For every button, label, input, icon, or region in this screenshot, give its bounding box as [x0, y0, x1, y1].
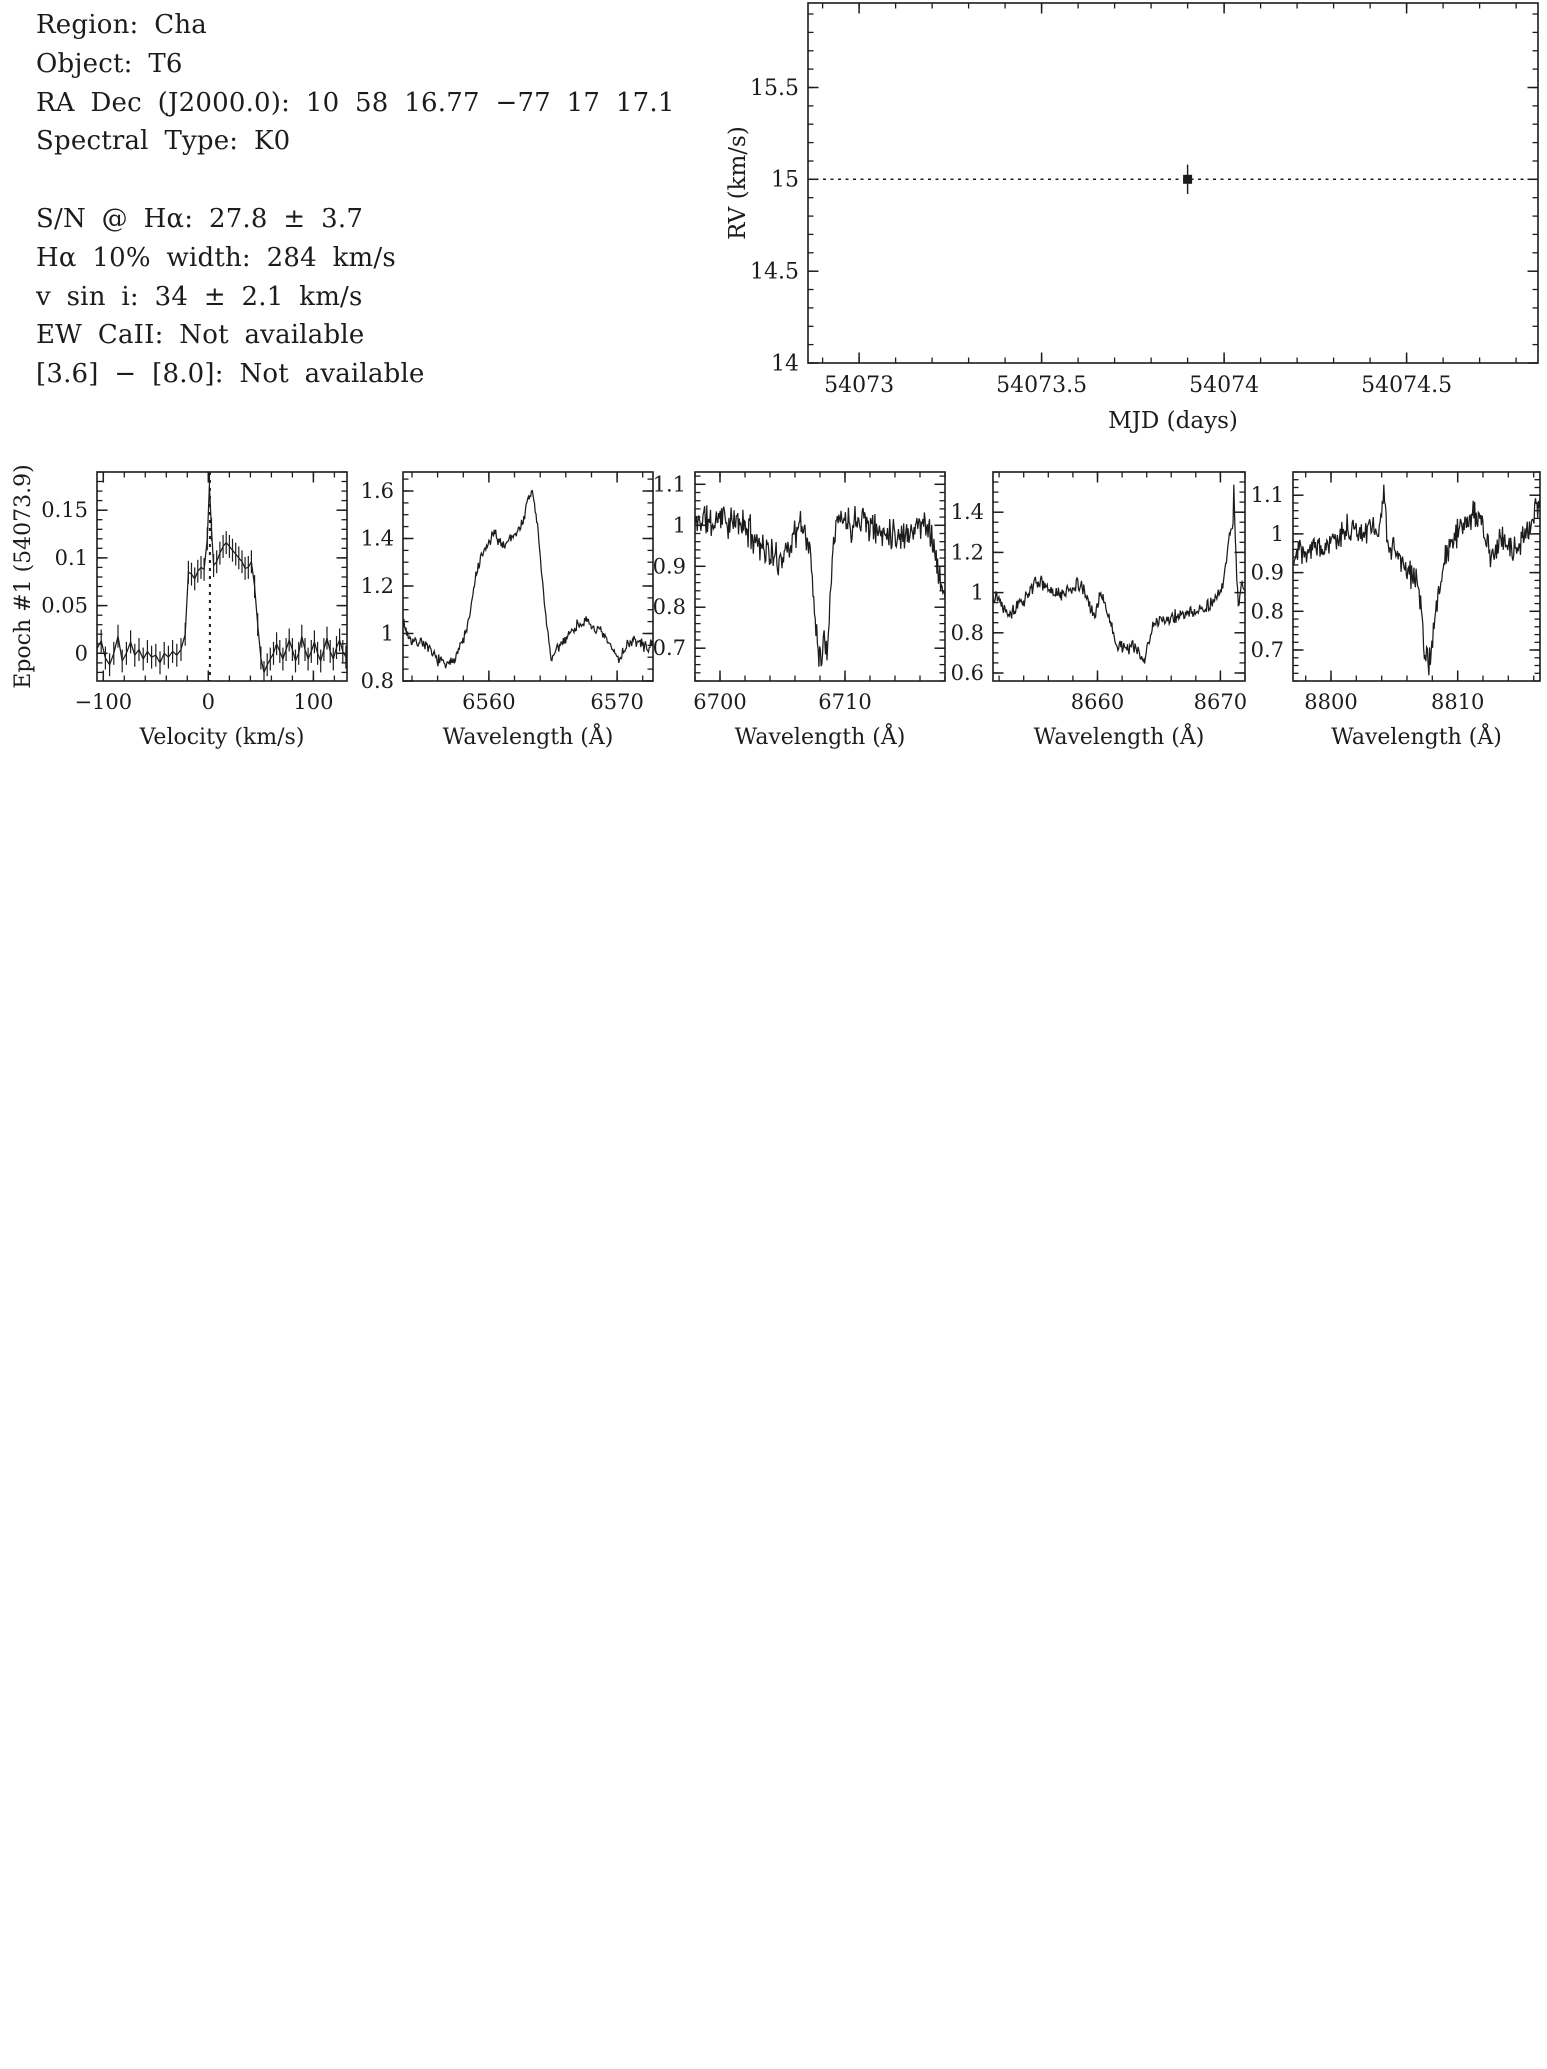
svg-text:1.2: 1.2 — [360, 574, 394, 598]
svg-text:0.9: 0.9 — [1250, 560, 1284, 585]
svg-text:1.6: 1.6 — [360, 479, 394, 503]
svg-text:MJD (days): MJD (days) — [1108, 408, 1238, 434]
svg-text:0.05: 0.05 — [41, 593, 88, 618]
svg-text:6560: 6560 — [462, 690, 516, 714]
svg-text:0.8: 0.8 — [950, 620, 984, 645]
svg-text:8810: 8810 — [1430, 690, 1485, 714]
spectrum-panel-mgi — [1250, 440, 1547, 755]
spectrum-panel-halpha — [340, 440, 660, 755]
info-line-sn-halpha: S/N @ Hα: 27.8 ± 3.7 — [36, 203, 364, 234]
svg-text:Wavelength (Å): Wavelength (Å) — [1331, 725, 1502, 750]
info-line-region: Region: Cha — [36, 10, 207, 40]
svg-text:0.8: 0.8 — [652, 595, 686, 620]
svg-text:−100: −100 — [74, 690, 133, 714]
svg-text:0: 0 — [201, 690, 215, 714]
spectrum-panel-caii — [950, 440, 1262, 755]
object-info — [36, 6, 675, 394]
svg-text:14.5: 14.5 — [750, 259, 799, 285]
svg-text:0.9: 0.9 — [652, 554, 686, 579]
svg-text:8660: 8660 — [1070, 690, 1125, 714]
rv-vs-mjd-plot — [700, 0, 1547, 440]
info-line-ew-caii: EW CaII: Not available — [36, 320, 365, 351]
info-line-halpha-width: Hα 10% width: 284 km/s — [36, 242, 396, 273]
spectrum-panel-lithium — [652, 440, 960, 755]
svg-text:0.6: 0.6 — [950, 661, 984, 685]
info-line-object: Object: T6 — [36, 48, 183, 79]
svg-text:1.4: 1.4 — [360, 526, 394, 551]
svg-text:6570: 6570 — [590, 690, 644, 714]
svg-text:0.7: 0.7 — [1250, 638, 1284, 662]
svg-text:8670: 8670 — [1193, 690, 1248, 714]
svg-text:1.1: 1.1 — [1250, 483, 1284, 508]
svg-text:0.15: 0.15 — [41, 498, 88, 523]
svg-text:0: 0 — [74, 641, 88, 666]
svg-text:1: 1 — [1270, 521, 1284, 546]
info-line-spectral-type: Spectral Type: K0 — [36, 126, 291, 157]
svg-text:54074: 54074 — [1189, 373, 1260, 398]
svg-text:Epoch #1 (54073.9): Epoch #1 (54073.9) — [11, 464, 36, 689]
svg-text:8800: 8800 — [1304, 690, 1358, 714]
svg-text:0.8: 0.8 — [360, 669, 394, 693]
svg-text:0.7: 0.7 — [652, 636, 686, 661]
svg-text:Wavelength (Å): Wavelength (Å) — [1033, 725, 1205, 750]
svg-text:0.8: 0.8 — [1250, 599, 1284, 624]
info-line-blank — [36, 161, 675, 200]
svg-text:1: 1 — [970, 580, 984, 605]
svg-text:1.4: 1.4 — [950, 500, 984, 525]
svg-text:15.5: 15.5 — [750, 75, 799, 101]
svg-text:6710: 6710 — [818, 690, 872, 714]
svg-text:Wavelength (Å): Wavelength (Å) — [734, 725, 906, 750]
svg-text:100: 100 — [293, 690, 334, 714]
svg-text:1: 1 — [672, 513, 686, 538]
info-line-ra-dec: RA Dec (J2000.0): 10 58 16.77 −77 17 17.1 — [36, 87, 675, 118]
svg-text:54073: 54073 — [824, 373, 895, 398]
velocity-profile-panel — [0, 440, 370, 755]
svg-text:1: 1 — [380, 621, 394, 646]
svg-text:54074.5: 54074.5 — [1361, 373, 1453, 398]
svg-text:54073.5: 54073.5 — [996, 373, 1088, 398]
svg-text:15: 15 — [771, 167, 799, 193]
svg-text:0.1: 0.1 — [54, 545, 88, 570]
svg-text:RV (km/s): RV (km/s) — [725, 126, 751, 240]
svg-text:1.1: 1.1 — [652, 472, 686, 497]
svg-text:Wavelength (Å): Wavelength (Å) — [442, 725, 614, 750]
info-line-vsini: v sin i: 34 ± 2.1 km/s — [36, 281, 363, 312]
svg-text:6700: 6700 — [693, 690, 747, 714]
svg-text:14: 14 — [771, 351, 799, 377]
svg-text:1.2: 1.2 — [950, 540, 984, 565]
info-line-color-index: [3.6] − [8.0]: Not available — [36, 359, 425, 390]
svg-text:Velocity (km/s): Velocity (km/s) — [139, 725, 305, 750]
